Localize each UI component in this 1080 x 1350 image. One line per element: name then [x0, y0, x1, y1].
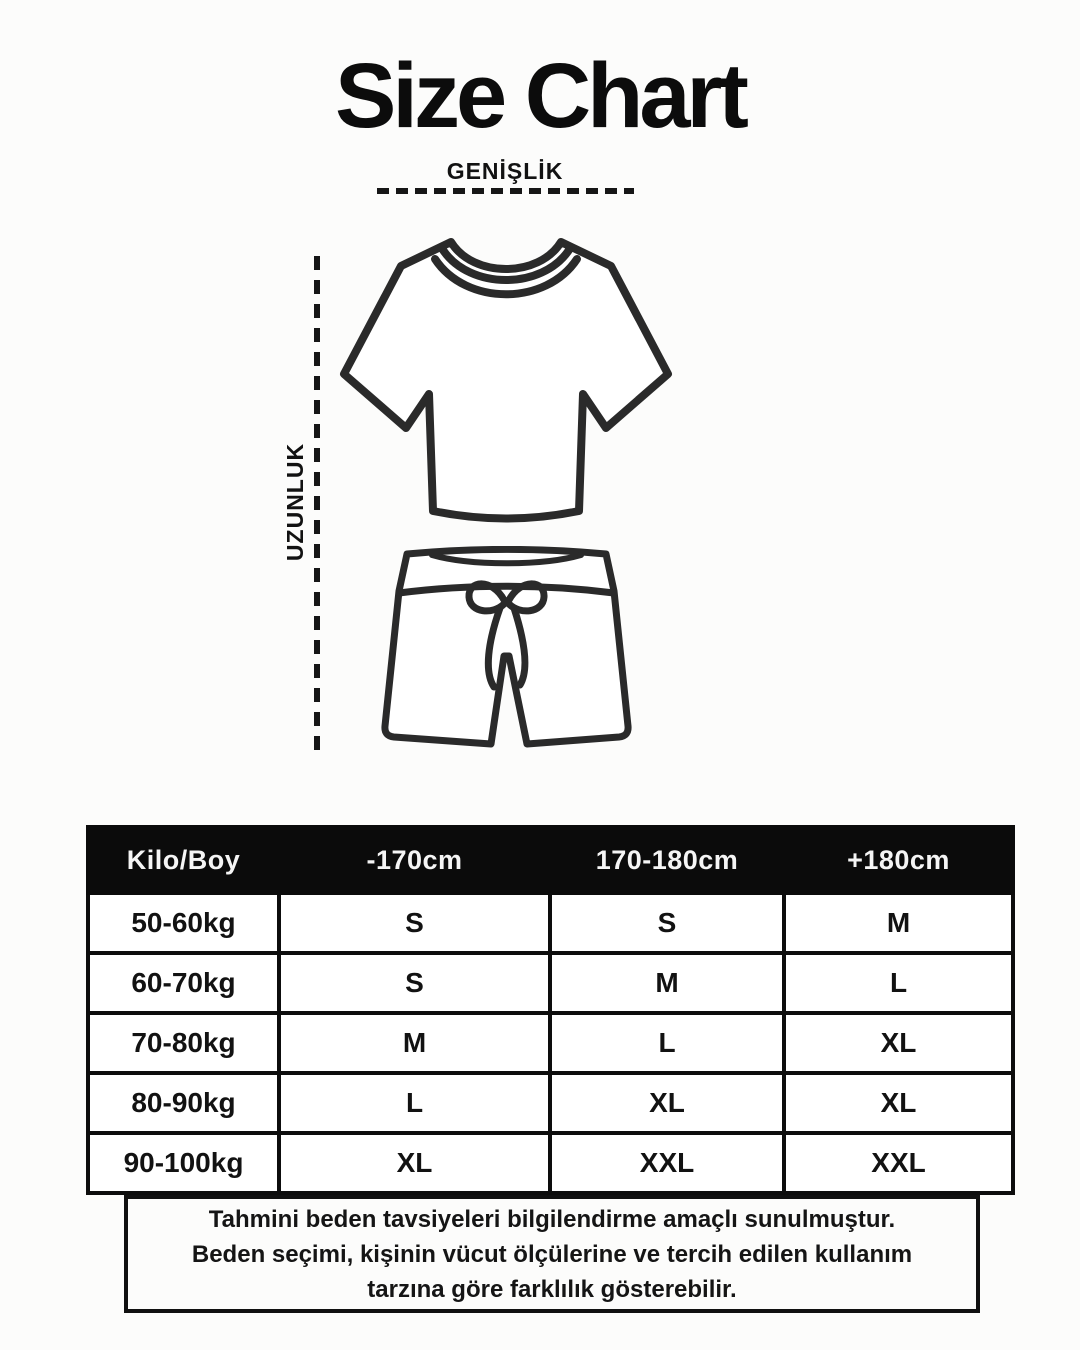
size-cell: L: [550, 1013, 784, 1073]
shorts-icon: [374, 546, 640, 764]
length-label: UZUNLUK: [282, 442, 308, 562]
size-cell: XL: [550, 1073, 784, 1133]
size-cell: S: [550, 893, 784, 953]
column-header-under-170cm: -170cm: [279, 827, 550, 893]
disclaimer-line: tarzına göre farklılık gösterebilir.: [367, 1275, 737, 1303]
table-row: [88, 1073, 1013, 1133]
size-cell: XL: [279, 1133, 550, 1193]
table-row: [88, 893, 1013, 953]
column-header-kilo-boy: Kilo/Boy: [88, 827, 279, 893]
weight-range-cell: 90-100kg: [88, 1133, 279, 1193]
size-cell: S: [279, 893, 550, 953]
size-cell: XL: [784, 1073, 1013, 1133]
table-row: [88, 1133, 1013, 1193]
weight-range-cell: 50-60kg: [88, 893, 279, 953]
width-label: GENİŞLİK: [446, 158, 564, 184]
column-header-over-180cm: +180cm: [784, 827, 1013, 893]
width-dashed-line: [377, 188, 634, 194]
size-table-header: [88, 827, 1013, 893]
size-cell: XL: [784, 1013, 1013, 1073]
size-cell: L: [279, 1073, 550, 1133]
size-cell: XXL: [784, 1133, 1013, 1193]
size-table-body: [88, 893, 1013, 1193]
table-row: [88, 1013, 1013, 1073]
page-title: Size Chart: [335, 45, 745, 147]
size-cell: S: [279, 953, 550, 1013]
size-table: [86, 825, 1015, 1195]
size-cell: XXL: [550, 1133, 784, 1193]
header-row: [88, 827, 1013, 893]
weight-range-cell: 70-80kg: [88, 1013, 279, 1073]
size-cell: L: [784, 953, 1013, 1013]
size-cell: M: [279, 1013, 550, 1073]
length-dashed-line: [314, 256, 320, 756]
disclaimer-line: Tahmini beden tavsiyeleri bilgilendirme amaçlı sunulmuştur.: [208, 1205, 896, 1233]
table-row: [88, 953, 1013, 1013]
column-header-170-180cm: 170-180cm: [550, 827, 784, 893]
disclaimer-line: Beden seçimi, kişinin vücut ölçülerine ve tercih edilen kullanım: [191, 1240, 913, 1268]
weight-range-cell: 60-70kg: [88, 953, 279, 1013]
weight-range-cell: 80-90kg: [88, 1073, 279, 1133]
size-cell: M: [550, 953, 784, 1013]
tshirt-icon: [338, 226, 676, 546]
size-cell: M: [784, 893, 1013, 953]
disclaimer-box: [124, 1195, 980, 1313]
